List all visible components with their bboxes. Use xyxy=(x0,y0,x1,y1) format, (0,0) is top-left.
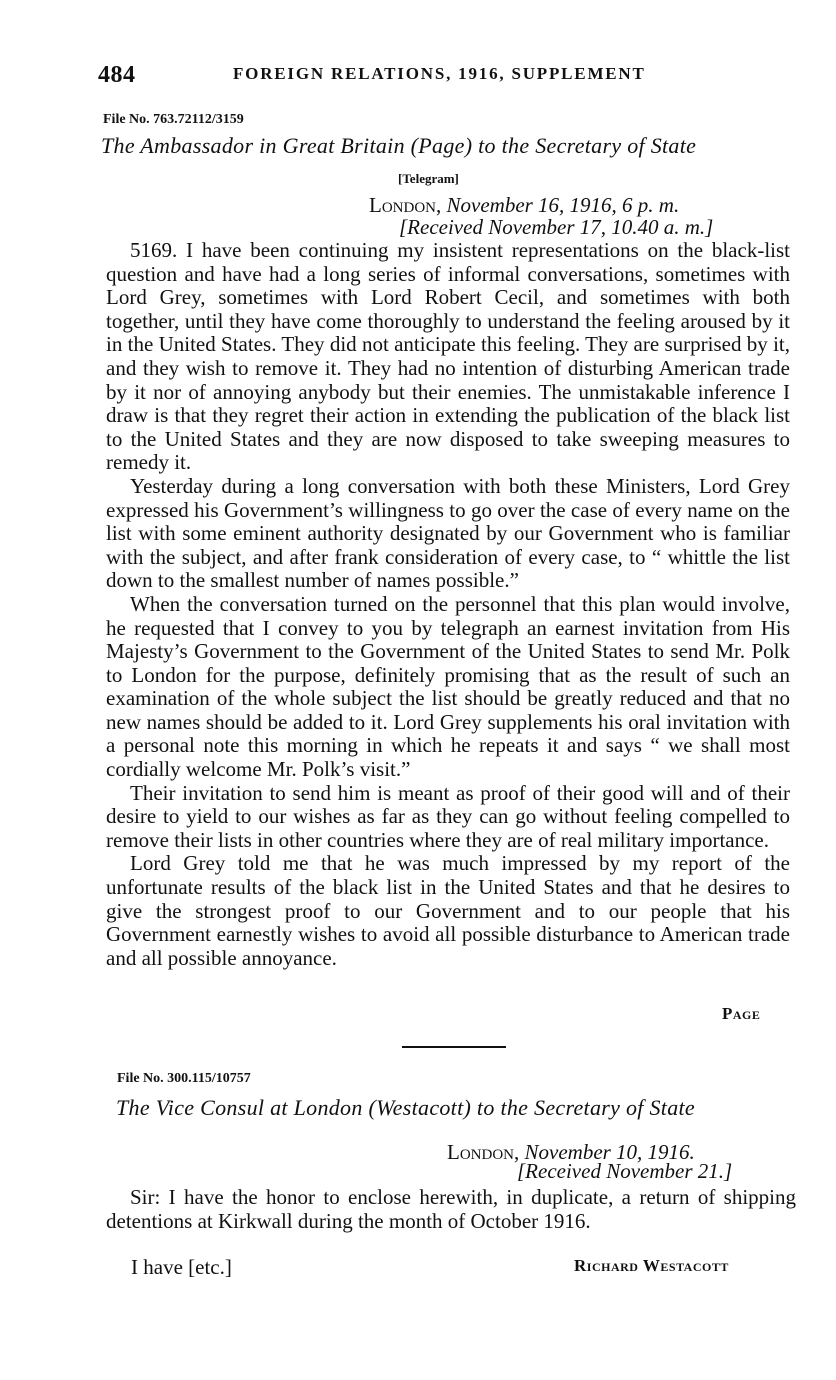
signature: Page xyxy=(722,1004,761,1023)
body-paragraph: Lord Grey told me that he was much impressed by my report of the unfortunate results of the black list in the United States and that he desires to give the strongest proof to our Government and to our people that his Government earnestly wishes to avoid all possible disturbance to American trade and all possible annoyance. xyxy=(106,851,790,970)
document-title: The Vice Consul at London (Westacott) to the Secretary of State xyxy=(116,1095,695,1120)
dateline xyxy=(369,193,679,217)
dateline-place: London, xyxy=(447,1140,520,1164)
body-paragraph: When the conversation turned on the personnel that this plan would involve, he requested that I convey to you by telegraph an earnest invitation from His Majesty’s Government to the Government of the United States to send Mr. Polk to London for the purpose, definitely promising that as the result of such an examination of the whole subject the list should be greatly reduced and that no new names should be added to it. Lord Grey supplements his oral invitation with a personal note this morning in which he repeats it and says “ we shall most cordially welcome Mr. Polk’s visit.” xyxy=(106,591,790,782)
page-number: 484 xyxy=(98,62,136,88)
closing-line: I have [etc.] xyxy=(131,1255,232,1279)
dateline-date: November 16, 1916, 6 p. m. xyxy=(446,193,680,217)
document-title: The Ambassador in Great Britain (Page) to the Secretary of State xyxy=(101,133,697,158)
file-number: File No. 300.115/10757 xyxy=(117,1071,251,1086)
file-number: File No. 763.72112/3159 xyxy=(103,112,244,127)
document-type: [Telegram] xyxy=(398,171,459,186)
document-body xyxy=(106,1186,796,1233)
body-paragraph: Yesterday during a long conversation with both these Ministers, Lord Grey expressed his Government’s willingness to go over the case of every name on the list with some eminent authority designated by our Government who is familiar with the subject, and after frank consideration of every case, to “ whittle the list down to the smallest number of names possible.” xyxy=(106,473,790,593)
dateline-date: November 10, 1916. xyxy=(524,1140,695,1164)
received-line: [Received November 21.] xyxy=(517,1159,733,1183)
dateline-place: London, xyxy=(369,193,442,217)
body-paragraph: 5169. I have been continuing my insistent representations on the black-list question and have had a long series of informal conversations, sometimes with Lord Grey, sometimes with Lord Robert Cecil, and sometimes with both together, until they have come thoroughly to understand the feeling aroused by it in the United States. They did not anticipate this feeling. They are surprised by it, and they wish to remove it. They had no intention of disturbing American trade by it nor of annoying anybody but their enemies. The unmistakable inference I draw is that they regret their action in extending the publication of the black list to the United States and they are now disposed to take sweeping measures to remedy it. xyxy=(106,238,790,475)
received-line: [Received November 17, 10.40 a. m.] xyxy=(399,215,714,239)
signature: Richard Westacott xyxy=(574,1256,729,1275)
document-body xyxy=(106,239,790,970)
running-title: FOREIGN RELATIONS, 1916, SUPPLEMENT xyxy=(233,64,646,83)
body-paragraph: Their invitation to send him is meant as proof of their good will and of their desire to yield to our wishes as far as they can go without feeling compelled to remove their lists in other countries where they are of real military importance. xyxy=(106,780,790,852)
section-divider xyxy=(402,1046,506,1048)
body-paragraph: Sir: I have the honor to enclose herewith, in duplicate, a return of shipping detentions at Kirkwall during the month of October 1916. xyxy=(106,1185,796,1233)
